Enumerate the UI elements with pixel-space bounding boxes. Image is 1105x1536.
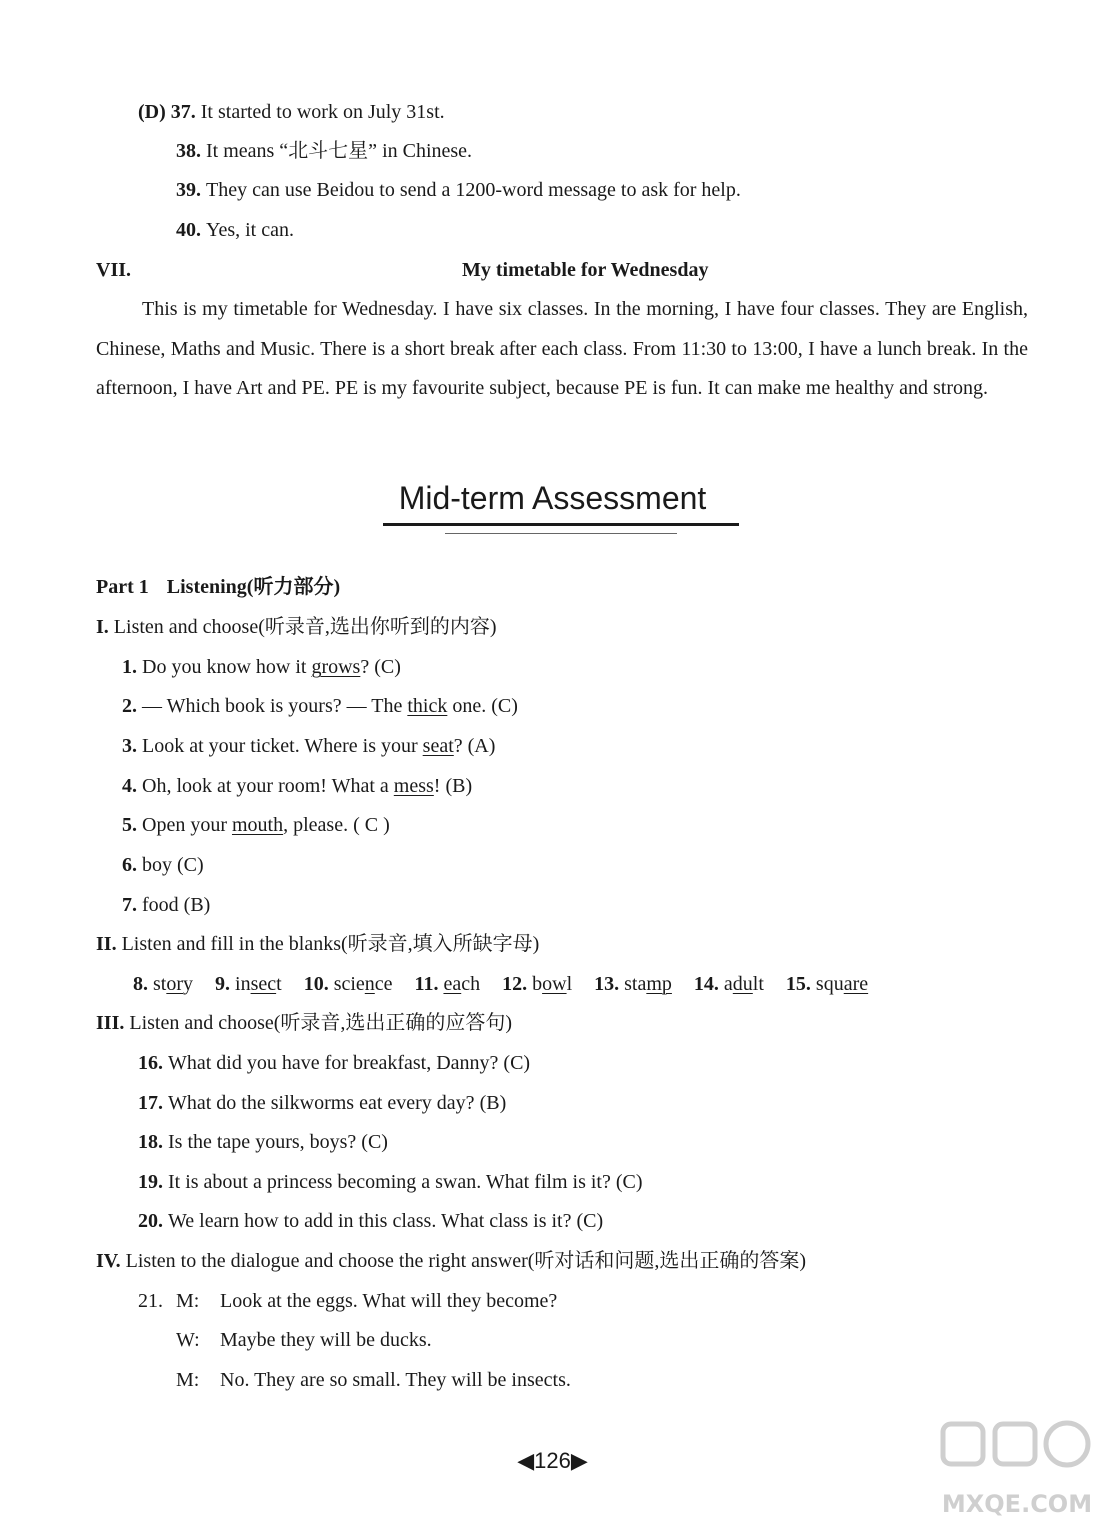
section-ii-title: Listen and fill in the blanks(听录音,填入所缺字母): [121, 933, 540, 955]
item-number: 19.: [138, 1171, 163, 1193]
item-number: 17.: [138, 1092, 163, 1114]
item-text: Is the tape yours, boys? (C): [168, 1131, 388, 1153]
section-ii-heading: [96, 932, 539, 956]
blank-item-10: [304, 973, 393, 995]
section-vii-title: My timetable for Wednesday: [462, 259, 709, 281]
item-text: one. (C): [447, 695, 518, 717]
listen-item-5: [122, 813, 390, 837]
item-number: 10.: [303, 973, 329, 995]
triangle-right-icon: ▶: [570, 1448, 588, 1473]
listen-item-4: [122, 774, 472, 798]
watermark-url: MXQE.COM: [941, 1490, 1093, 1518]
part-d-item-38: [176, 139, 472, 163]
item-text: What do the silkworms eat every day? (B): [168, 1092, 507, 1114]
word-part: sta: [624, 973, 647, 995]
item-text: , please. ( C ): [283, 814, 390, 836]
section-ii-label: II.: [96, 933, 117, 955]
item-text: It started to work on July 31st.: [200, 101, 445, 123]
filled-letters: ea: [443, 973, 462, 995]
part1-title: Listening(听力部分): [166, 576, 341, 598]
section-iii-label: III.: [96, 1012, 125, 1034]
assessment-title: Mid-term Assessment: [398, 480, 707, 516]
respond-item-19: [138, 1170, 643, 1194]
blank-item-12: [502, 973, 572, 995]
item-text: boy (C): [142, 854, 204, 876]
blank-item-11: [415, 973, 481, 995]
dialogue-item-number: 21.: [138, 1290, 163, 1312]
section-i-heading: [96, 615, 497, 639]
item-text: Look at your ticket. Where is your: [142, 735, 423, 757]
respond-item-16: [138, 1051, 530, 1075]
item-number: 39.: [176, 179, 201, 201]
listen-item-2: [122, 694, 518, 718]
part-d-item-39: [176, 178, 741, 202]
title-underline-thin: [445, 533, 677, 534]
item-number: 3.: [122, 735, 137, 757]
item-number: 1.: [122, 656, 137, 678]
item-text: They can use Beidou to send a 1200-word message to ask for help.: [206, 179, 741, 201]
part-d-item-40: [176, 218, 294, 242]
underlined-word: mouth: [231, 814, 284, 836]
item-number: 7.: [122, 894, 137, 916]
item-number: 14.: [693, 973, 719, 995]
section-iv-title: Listen to the dialogue and choose the right answer(听对话和问题,选出正确的答案): [125, 1250, 807, 1272]
filled-letters: or: [166, 973, 184, 995]
blank-item-13: [594, 973, 672, 995]
section-vii-label: VII.: [96, 259, 132, 281]
respond-item-17: [138, 1091, 506, 1115]
item-text: Do you know how it: [142, 656, 312, 678]
speaker: M:: [176, 1290, 200, 1312]
section-iii-title: Listen and choose(听录音,选出正确的应答句): [129, 1012, 513, 1034]
filled-letters: sec: [250, 973, 277, 995]
item-text: What did you have for breakfast, Danny? (C): [168, 1052, 531, 1074]
part1-label: Part 1: [96, 576, 149, 598]
item-number: 11.: [414, 973, 439, 995]
speaker: W:: [176, 1329, 200, 1351]
dialogue-line-3: [176, 1368, 571, 1392]
part-d-label: (D): [138, 101, 166, 123]
section-iii-heading: [96, 1011, 512, 1035]
blank-item-9: [215, 973, 282, 995]
item-number: 18.: [138, 1131, 163, 1153]
item-text: Yes, it can.: [206, 219, 294, 241]
blank-item-14: [694, 973, 764, 995]
triangle-left-icon: ◀: [517, 1448, 535, 1473]
filled-letters: mp: [646, 973, 672, 995]
item-text: ? (A): [453, 735, 496, 757]
item-number: 37.: [170, 101, 196, 123]
item-text: It means “北斗七星” in Chinese.: [206, 140, 473, 162]
section-iv-label: IV.: [96, 1250, 121, 1272]
listen-item-7: [122, 893, 210, 917]
item-number: 4.: [122, 775, 137, 797]
item-number: 8.: [133, 973, 148, 995]
dialogue-text: Look at the eggs. What will they become?: [220, 1290, 558, 1312]
item-number: 16.: [138, 1052, 163, 1074]
word-part: a: [723, 973, 733, 995]
item-number: 40.: [176, 219, 201, 241]
item-number: 2.: [122, 695, 137, 717]
title-underline: [383, 523, 739, 526]
item-number: 20.: [138, 1210, 163, 1232]
blank-item-15: [786, 973, 868, 995]
item-number: 12.: [502, 973, 528, 995]
word-part: scie: [333, 973, 365, 995]
filled-letters: n: [364, 973, 375, 995]
item-text: food (B): [142, 894, 211, 916]
word-part: lt: [752, 973, 764, 995]
underlined-word: grows: [311, 656, 361, 678]
section-i-label: I.: [96, 616, 109, 638]
part1-heading: [96, 575, 340, 599]
blank-item-8: [133, 973, 193, 995]
item-text: We learn how to add in this class. What class is it? (C): [168, 1210, 604, 1232]
listen-item-3: [122, 734, 495, 758]
underlined-word: thick: [407, 695, 448, 717]
item-text: ? (C): [360, 656, 401, 678]
listen-item-6: [122, 853, 204, 877]
item-text: — Which book is yours? — The: [142, 695, 408, 717]
word-part: t: [276, 973, 282, 995]
item-number: 13.: [594, 973, 620, 995]
item-text: It is about a princess becoming a swan. What film is it? (C): [168, 1171, 643, 1193]
speaker: M:: [176, 1369, 200, 1391]
item-text: Oh, look at your room! What a: [142, 775, 394, 797]
word-part: squ: [815, 973, 844, 995]
filled-letters: du: [732, 973, 753, 995]
item-number: 15.: [785, 973, 811, 995]
word-part: in: [235, 973, 251, 995]
word-part: ce: [374, 973, 393, 995]
item-number: 6.: [122, 854, 137, 876]
fill-blanks-row: [133, 972, 868, 996]
dialogue-line-1: [176, 1289, 557, 1313]
watermark-logo: [937, 1420, 1097, 1530]
watermark-graphic: [937, 1420, 1097, 1530]
respond-item-20: [138, 1209, 603, 1233]
section-i-title: Listen and choose(听录音,选出你听到的内容): [113, 616, 497, 638]
item-text: ! (B): [433, 775, 473, 797]
word-part: b: [532, 973, 543, 995]
word-part: y: [183, 973, 194, 995]
dialogue-line-2: [176, 1328, 432, 1352]
section-vii-paragraph: This is my timetable for Wednesday. I have six classes. In the morning, I have four classes. They are English, Chinese, Maths and Music. There is a short break after each class. From 11:30 to 13:00, I have a lunch break. In the afternoon, I have Art and PE. PE is my favourite subject, because PE is fun. It can make me healthy and strong.: [96, 298, 1028, 399]
word-part: l: [566, 973, 573, 995]
page-number: 126: [534, 1448, 571, 1473]
part-d-item-37: [138, 100, 445, 124]
underlined-word: seat: [422, 735, 454, 757]
respond-item-18: [138, 1130, 388, 1154]
word-part: ch: [461, 973, 481, 995]
item-text: Open your: [142, 814, 232, 836]
item-number: 9.: [215, 973, 231, 995]
filled-letters: ow: [542, 973, 567, 995]
underlined-word: mess: [393, 775, 434, 797]
dialogue-text: Maybe they will be ducks.: [220, 1329, 432, 1351]
section-iv-heading: [96, 1249, 806, 1273]
filled-letters: are: [843, 973, 869, 995]
dialogue-text: No. They are so small. They will be insects.: [220, 1369, 571, 1391]
item-number: 38.: [176, 140, 201, 162]
item-number: 5.: [122, 814, 137, 836]
listen-item-1: [122, 655, 401, 679]
word-part: st: [153, 973, 167, 995]
